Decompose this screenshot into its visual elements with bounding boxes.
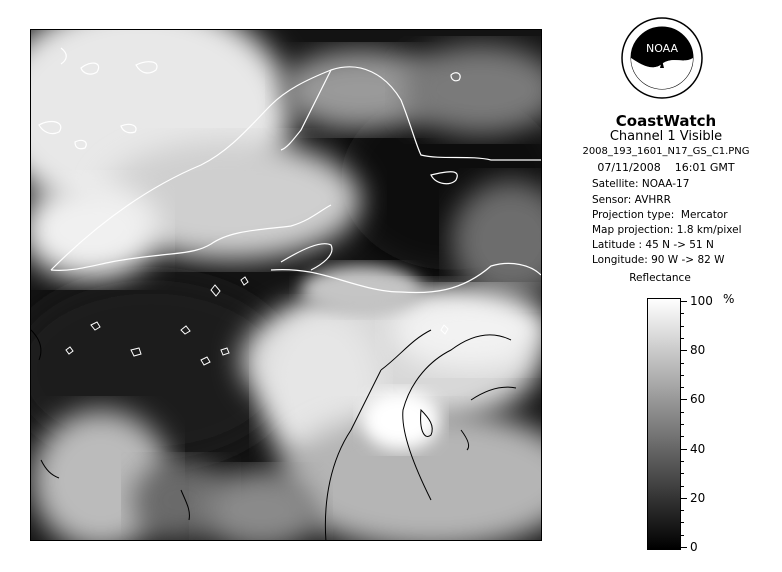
colorbar-title: Reflectance bbox=[629, 272, 691, 284]
colorbar-tick bbox=[681, 387, 684, 388]
projection-type-label: Projection type: Mercator bbox=[592, 209, 728, 221]
colorbar-tick bbox=[681, 498, 687, 499]
product-title: CoastWatch bbox=[615, 112, 717, 130]
image-datetime: 07/11/2008 16:01 GMT bbox=[597, 161, 735, 174]
colorbar-tick bbox=[681, 375, 684, 376]
colorbar-tick bbox=[681, 363, 684, 364]
colorbar-tick bbox=[681, 412, 684, 413]
satellite-image-svg bbox=[31, 30, 542, 541]
colorbar-tick bbox=[681, 338, 684, 339]
colorbar-tick bbox=[681, 461, 684, 462]
colorbar-tick bbox=[681, 535, 684, 536]
colorbar-tick-label: 20 bbox=[690, 491, 706, 505]
colorbar-tick bbox=[681, 547, 687, 548]
colorbar-unit: % bbox=[723, 292, 735, 306]
sensor-label: Sensor: AVHRR bbox=[592, 194, 671, 206]
colorbar-tick-label: 40 bbox=[690, 442, 706, 456]
file-name: 2008_193_1601_N17_GS_C1.PNG bbox=[582, 146, 750, 157]
colorbar-tick bbox=[681, 313, 684, 314]
map-projection-label: Map projection: 1.8 km/pixel bbox=[592, 224, 742, 236]
colorbar-tick-label: 60 bbox=[690, 392, 706, 406]
reflectance-colorbar bbox=[647, 298, 681, 550]
logo-text: NOAA bbox=[645, 42, 679, 55]
colorbar-tick bbox=[681, 326, 684, 327]
noaa-logo bbox=[620, 16, 704, 100]
colorbar-tick bbox=[681, 510, 684, 511]
colorbar-tick bbox=[681, 522, 684, 523]
latitude-range-label: Latitude : 45 N -> 51 N bbox=[592, 239, 714, 251]
colorbar-tick bbox=[681, 424, 684, 425]
satellite-image bbox=[30, 29, 542, 541]
colorbar-tick-label: 100 bbox=[690, 294, 713, 308]
longitude-range-label: Longitude: 90 W -> 82 W bbox=[592, 254, 725, 266]
colorbar-tick bbox=[681, 449, 687, 450]
colorbar-tick bbox=[681, 436, 684, 437]
satellite-label: Satellite: NOAA-17 bbox=[592, 178, 690, 190]
colorbar-tick bbox=[681, 301, 687, 302]
colorbar-tick bbox=[681, 473, 684, 474]
colorbar-tick bbox=[681, 350, 687, 351]
channel-label: Channel 1 Visible bbox=[609, 129, 723, 144]
colorbar-tick bbox=[681, 399, 687, 400]
colorbar-tick bbox=[681, 486, 684, 487]
colorbar-tick-label: 80 bbox=[690, 343, 706, 357]
colorbar-tick-label: 0 bbox=[690, 540, 698, 554]
